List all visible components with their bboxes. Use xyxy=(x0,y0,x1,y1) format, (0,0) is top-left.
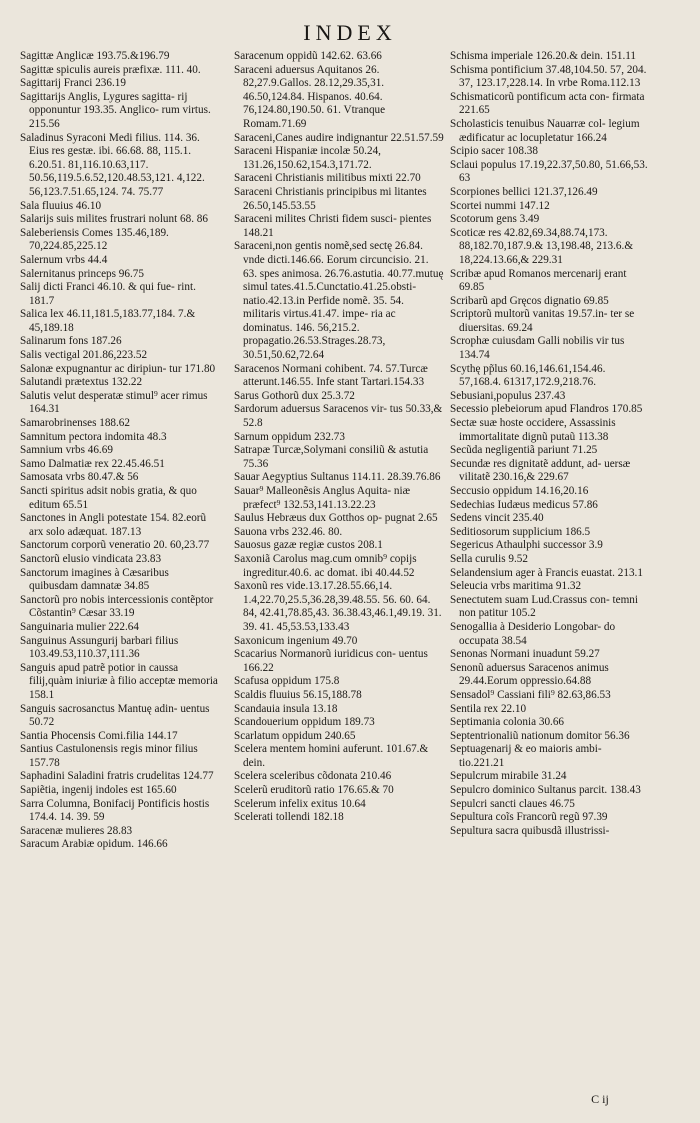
index-entry: Scaldis fluuius 56.15,188.78 xyxy=(234,688,362,701)
index-entry: Salij dicti Franci 46.10. & qui fue- rint. 181.7 xyxy=(20,281,196,307)
index-entry: Saraceni aduersus Aquitanos 26. 82,27.9.Gallos. 28.12,29.35,31. 46.50,124.84. Hispanos. 40.64. 76,124.80,190.50. 61. Vtranque Romam.71.69 xyxy=(234,63,386,130)
index-entry: Schismaticorũ pontificum acta con- firmata 221.65 xyxy=(450,90,645,117)
index-entry: Sepulcrum mirabile 31.24 xyxy=(450,770,567,783)
index-entry: Samarobrinenses 188.62 xyxy=(20,417,130,430)
index-entry: Scortei nummi 147.12 xyxy=(450,199,550,212)
index-entry: Scribæ apud Romanos mercenarij erant 69.85 xyxy=(450,267,627,294)
index-entry: Salernitanus princeps 96.75 xyxy=(20,267,144,280)
index-entry: Sauar Aegyptius Sultanus 114.11. 28.39.76.86 xyxy=(234,471,441,484)
index-entry: Sagittæ spiculis aureis præfixæ. 111. 40. xyxy=(20,63,201,76)
page-title: INDEX xyxy=(303,20,397,45)
index-entry: Sanguinus Assungurij barbari filius 103.49.53,110.37,111.36 xyxy=(20,634,179,661)
index-entry: Samosata vrbs 80.47.& 56 xyxy=(20,471,139,484)
index-entry: Scelera mentem homini auferunt. 101.67.& dein. xyxy=(234,743,429,769)
index-entry: Sanguis apud patrẽ potior in caussa filij,quàm iniuriæ à filio acceptæ memoria 158.1 xyxy=(20,661,218,701)
index-entry: Scacarius Normanorũ iuridicus con- uentus 166.22 xyxy=(234,648,428,674)
index-entry: Sanctorum corporũ veneratio 20. 60,23.77 xyxy=(20,539,210,552)
index-entry: Scoticæ res 42.82,69.34,88.74,173. 88,182.70,187.9.& 13,198.48, 213.6.& 18,224.13.66,& 229.31 xyxy=(450,226,634,266)
index-entry: Scelerati tollendi 182.18 xyxy=(234,811,344,824)
index-entry: Saracum Arabiæ opidum. 146.66 xyxy=(20,838,168,851)
index-column-middle xyxy=(234,50,444,825)
index-entry: Scribarũ apd Gręcos dignatio 69.85 xyxy=(450,294,609,307)
index-entry: Scotorum gens 3.49 xyxy=(450,213,540,226)
index-entry: Sanguinaria mulier 222.64 xyxy=(20,620,139,633)
index-entry: Sectæ suæ hoste occidere, Assassinis immortalitate dignũ putaũ 113.38 xyxy=(450,417,616,443)
index-entry: Sclaui populus 17.19,22.37,50.80, 51.66,53. 63 xyxy=(450,158,648,185)
index-entry: Segericus Athaulphi successor 3.9 xyxy=(450,539,603,552)
index-entry: Saxonicum ingenium 49.70 xyxy=(234,634,358,647)
index-entry: Sepultura sacra quibusdã illustrissi- xyxy=(450,824,610,837)
index-entry: Scipio sacer 108.38 xyxy=(450,145,538,158)
index-entry: Saxonũ res vide.13.17.28.55.66,14. 1.4,22.70,25.5,36.28,39.48.55. 56. 60. 64. 84, 42.41,78.85,43. 36.38.43,46.1,49.19. 31. 39. 41. 45,53.53,133.43 xyxy=(234,580,442,633)
index-entry: Scelerum infelix exitus 10.64 xyxy=(234,797,366,810)
index-entry: Sepultura coĩs Francorũ regũ 97.39 xyxy=(450,811,608,824)
index-entry: Saraceni Christianis militibus mixti 22.70 xyxy=(234,172,421,185)
index-entry: Scelerũ eruditorũ ratio 176.65.& 70 xyxy=(234,784,394,797)
index-entry: Scorpiones bellici 121.37,126.49 xyxy=(450,185,598,198)
index-entry: Sauona vrbs 232.46. 80. xyxy=(234,525,343,538)
index-entry: Salutis velut desperatæ stimul⁹ acer rimus 164.31 xyxy=(20,389,208,416)
index-entry: Senonas Normani inuadunt 59.27 xyxy=(450,648,600,661)
index-entry: Saphadini Saladini fratris crudelitas 124.77 xyxy=(20,770,214,783)
index-entry: Scarlatum oppidum 240.65 xyxy=(234,729,356,742)
index-entry: Senonũ aduersus Saracenos animus 29.44.Eorum oppressio.64.88 xyxy=(450,661,609,688)
index-entry: Sancti spiritus adsit nobis gratia, & quo editum 65.51 xyxy=(20,485,197,511)
index-entry: Salica lex 46.11,181.5,183.77,184. 7.& 45,189.18 xyxy=(20,308,196,334)
index-entry: Salutandi prætextus 132.22 xyxy=(20,376,143,389)
index-entry: Seleucia vrbs maritima 91.32 xyxy=(450,580,582,593)
index-entry: Saleberiensis Comes 135.46,189. 70,224.85,225.12 xyxy=(20,226,169,253)
index-entry: Sedens vincit 235.40 xyxy=(450,512,544,525)
index-entry: Secessio plebeiorum apud Flandros 170.85 xyxy=(450,403,643,416)
index-entry: Santius Castulonensis regis minor filius 157.78 xyxy=(20,743,198,769)
signature-mark: C ij xyxy=(591,1092,609,1106)
index-entry: Sagittarij Franci 236.19 xyxy=(20,77,126,90)
index-entry: Sala fluuius 46.10 xyxy=(20,199,102,212)
index-entry: Satrapæ Turcæ,Solymani consiliũ & astutia 75.36 xyxy=(234,444,429,470)
index-entry: Seditiosorum supplicium 186.5 xyxy=(450,525,591,538)
index-entry: Sepulcri sancti claues 46.75 xyxy=(450,797,575,810)
index-entry: Saraceni milites Christi fidem susci- pientes 148.21 xyxy=(234,213,432,239)
index-entry: Samo Dalmatiæ rex 22.45.46.51 xyxy=(20,457,165,470)
index-entry: Schisma imperiale 126.20.& dein. 151.11 xyxy=(450,50,637,62)
index-entry: Sanctorũ elusio vindicata 23.83 xyxy=(20,552,162,565)
index-entry: Septentrionaliũ nationum domitor 56.36 xyxy=(450,729,630,742)
index-entry: Sauar⁹ Malleonẽsis Anglus Aquita- niæ præfect⁹ 132.53,141.13.22.23 xyxy=(234,485,411,511)
index-entry: Samnitum pectora indomita 48.3 xyxy=(20,430,167,443)
index-entry: Schisma pontificium 37.48,104.50. 57, 204. 37, 123.17,228.14. In vrbe Roma.112.13 xyxy=(450,63,647,90)
index-entry: Scelera sceleribus cõdonata 210.46 xyxy=(234,770,392,783)
index-entry: Sagittarijs Anglis, Lygures sagitta- rij opponuntur 193.35. Anglico- rum virtus. 215.56 xyxy=(20,90,211,130)
index-entry: Scrophæ cuiusdam Galli nobilis vir tus 134.74 xyxy=(450,335,625,362)
index-entry: Saxoniã Carolus mag.cum omnib⁹ copijs ingreditur.40.6. ac domat. ibi 40.44.52 xyxy=(234,552,417,579)
index-entry: Sebusiani,populus 237.43 xyxy=(450,389,566,402)
index-entry: Salarijs suis milites frustrari nolunt 68. 86 xyxy=(20,213,208,226)
index-entry: Sella curulis 9.52 xyxy=(450,552,528,565)
index-entry: Santia Phocensis Comi.filia 144.17 xyxy=(20,729,178,742)
index-entry: Sanctorum imagines à Cæsaribus quibusdam damnatæ 34.85 xyxy=(20,566,169,593)
index-entry: Saracenum oppidũ 142.62. 63.66 xyxy=(234,50,382,62)
index-entry: Saraceni Hispaniæ incolæ 50.24, 131.26,150.62,154.3,171.72. xyxy=(234,145,381,171)
index-entry: Sanctones in Angli potestate 154. 82.eorũ arx solo adæquat. 187.13 xyxy=(20,512,207,538)
index-entry: Sardorum aduersus Saracenos vir- tus 50.33,& 52.8 xyxy=(234,403,443,430)
index-entry: Secũda negligentiã pariunt 71.25 xyxy=(450,444,598,457)
index-entry: Septuagenarij & eo maioris ambi- tio.221.21 xyxy=(450,743,602,769)
index-entry: Sanguis sacrosanctus Mantuę adin- uentus 50.72 xyxy=(20,702,210,729)
index-entry: Salernum vrbs 44.4 xyxy=(20,253,108,266)
index-entry: Saracenos Normani cohibent. 74. 57.Turcæ atterunt.146.55. Infe stant Tartari.154.33 xyxy=(234,362,428,389)
index-entry: Saraceni,non gentis nomẽ,sed sectę 26.84. vnde dicti.146.66. Eorum circuncisio. 21. 63. spes animosa. 26.76.astutia. 40.77.mutuę simul tates.41.5.Cunctatio.41.25.obsti- natio.42.13.in Perfide nomẽ. 35. 54. militaris virtus.41.47. impe- ria ac dominatus. 146. 56,215.2. propagatio.26.53.Strages.28.73, 30.51,50.62,72.64 xyxy=(234,240,444,362)
index-entry: Scandauia insula 13.18 xyxy=(234,702,338,715)
index-entry: Secundæ res dignitatẽ addunt, ad- uersæ vilitatẽ 230.16,& 229.67 xyxy=(450,457,631,484)
index-entry: Saracenæ mulieres 28.83 xyxy=(20,824,133,837)
index-entry: Sensadol⁹ Cassiani fili⁹ 82.63,86.53 xyxy=(450,688,611,701)
index-entry: Sauosus gazæ regiæ custos 208.1 xyxy=(234,539,383,552)
index-entry: Sarnum oppidum 232.73 xyxy=(234,430,345,443)
index-entry: Sarra Columna, Bonifacij Pontificis hostis 174.4. 14. 39. 59 xyxy=(20,797,210,824)
index-column-left xyxy=(20,50,220,852)
index-entry: Salis vectigal 201.86,223.52 xyxy=(20,349,148,362)
index-entry: Sapiẽtia, ingenij indoles est 165.60 xyxy=(20,784,177,797)
index-entry: Salonæ expugnantur ac diripiun- tur 171.80 xyxy=(20,362,216,375)
index-entry: Senectutem suam Lud.Crassus con- temni non patitur 105.2 xyxy=(450,593,638,620)
index-entry: Scythę pp̃lus 60.16,146.61,154.46. 57,168.4. 61317,172.9,218.76. xyxy=(450,362,606,389)
index-entry: Samnium vrbs 46.69 xyxy=(20,444,113,457)
index-entry: Sanctorũ pro nobis intercessionis contẽptor Cõstantin⁹ Cæsar 33.19 xyxy=(20,593,214,620)
index-entry: Seccusio oppidum 14.16,20.16 xyxy=(450,485,589,497)
index-entry: Sarus Gothorũ dux 25.3.72 xyxy=(234,389,355,402)
index-entry: Saulus Hebræus dux Gotthos op- pugnat 2.65 xyxy=(234,512,438,525)
index-entry: Scholasticis tenuibus Nauarræ col- legium ædificatur ac locupletatur 166.24 xyxy=(450,117,640,144)
index-entry: Senogallia à Desiderio Longobar- do occupata 38.54 xyxy=(450,620,616,647)
index-entry: Sedechias Iudæus medicus 57.86 xyxy=(450,498,598,511)
index-entry: Sepulcro dominico Sultanus parcit. 138.43 xyxy=(450,784,641,797)
index-column-right xyxy=(450,50,648,838)
index-entry: Scafusa oppidum 175.8 xyxy=(234,675,340,688)
index-entry: Scandouerium oppidum 189.73 xyxy=(234,716,375,729)
index-entry: Sentila rex 22.10 xyxy=(450,702,527,715)
index-entry: Septimania colonia 30.66 xyxy=(450,716,565,729)
index-entry: Scriptorũ multorũ vanitas 19.57.in- ter se diuersitas. 69.24 xyxy=(450,308,635,334)
index-entry: Salinarum fons 187.26 xyxy=(20,335,122,348)
index-entry: Selandensium ager à Francis euastat. 213.1 xyxy=(450,566,643,579)
index-entry: Saraceni Christianis principibus mi litantes 26.50,145.53.55 xyxy=(234,185,427,212)
index-entry: Saraceni,Canes audire indignantur 22.51.57.59 xyxy=(234,131,444,144)
index-entry: Saladinus Syraconi Medi filius. 114. 36. Eius res gestæ. ibi. 66.68. 88, 115.1. 6.20.51. 81,116.10.63,117. 50.56,119.5.6.52,120.48.53,121. 4,122. 56,123.7.51.65,124. 74. 75.77 xyxy=(20,131,205,198)
index-entry: Sagittæ Anglicæ 193.75.&196.79 xyxy=(20,50,170,62)
